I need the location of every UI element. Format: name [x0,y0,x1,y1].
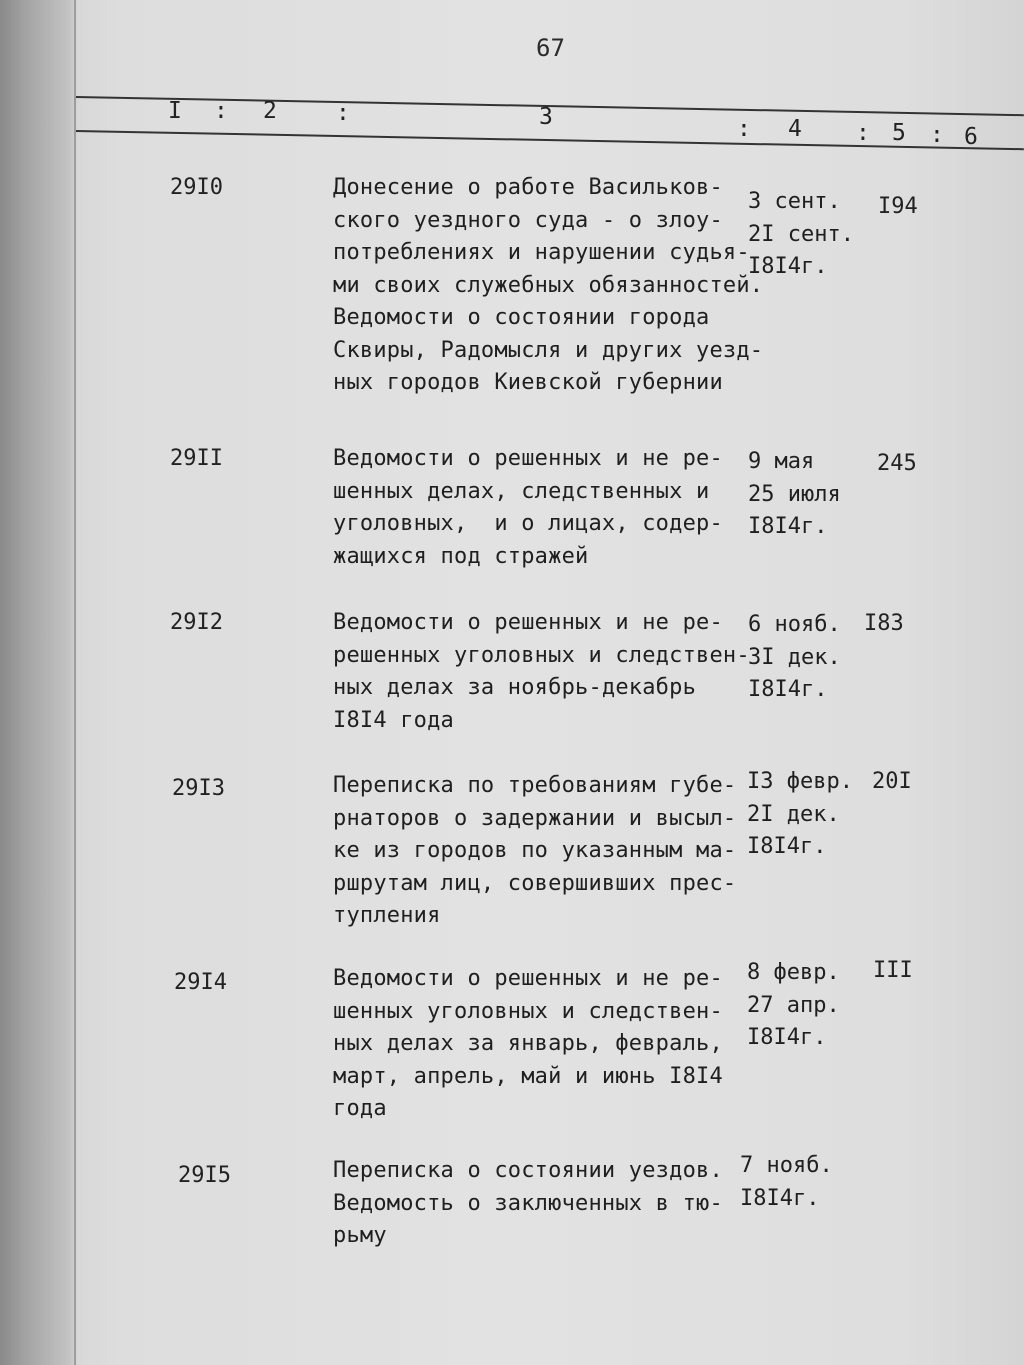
header-col-4: 4 [788,116,802,142]
header-sep-5: : [930,122,944,148]
header-col-1: I [168,98,182,124]
entry-description: Ведомости о решенных и не ре- решенных уголовных и следствен- ных делах за ноябрь-декабрь I8I4 года [333,610,750,733]
header-col-3: 3 [539,104,553,130]
entry-sheet-count: 245 [877,451,917,476]
page-number: 67 [536,34,565,62]
entry-dates: 3 сент. 2I сент. I8I4г. [748,189,854,279]
header-bottom-rule [76,130,1024,150]
entry-dates: I3 февр. 2I дек. I8I4г. [747,769,853,859]
entry-sheet-count: III [873,958,913,983]
entry-dates: 9 мая 25 июля I8I4г. [748,449,841,539]
entry-sheet-count: I83 [864,611,904,636]
entry-number: 29I2 [170,610,223,635]
entry-sheet-count: 20I [872,769,912,794]
binding-gutter [0,0,78,1365]
entry-dates: 8 февр. 27 апр. I8I4г. [747,960,840,1050]
entry-description: Донесение о работе Васильков- ского уездного суда - о злоу- потреблениях и нарушении судья- ми своих служебных обязанностей. Ведомости о состоянии города Сквиры, Радомысля и других уезд- ных городов Киевской губернии [333,175,764,395]
header-sep-3: : [737,116,751,142]
entry-number: 29I4 [174,970,227,995]
header-col-2: 2 [263,98,277,124]
entry-description: Ведомости о решенных и не ре- шенных уголовных и следствен- ных делах за январь, февраль, март, апрель, май и июнь I8I4 года [333,966,723,1121]
page-fold-line [74,0,76,1365]
entry-dates: 7 нояб. I8I4г. [740,1153,833,1211]
header-col-5: 5 [892,120,906,146]
entry-number: 29I5 [178,1163,231,1188]
entry-dates: 6 нояб. 3I дек. I8I4г. [748,612,841,702]
header-sep-4: : [856,120,870,146]
header-sep-1: : [214,98,228,124]
entry-description: Переписка о состоянии уездов. Ведомость о заключенных в тю- рьму [333,1158,723,1248]
header-col-6: 6 [964,124,978,150]
entry-number: 29II [170,446,223,471]
entry-sheet-count: I94 [878,194,918,219]
entry-description: Переписка по требованиям губе- рнаторов о задержании и высыл- ке из городов по указанным ма- ршрутам лиц, совершивших прес- тупления [333,773,737,928]
entry-number: 29I0 [170,175,223,200]
header-sep-2: : [336,100,350,126]
entry-description: Ведомости о решенных и не ре- шенных делах, следственных и уголовных, и о лицах, содер- жащихся под стражей [333,446,723,569]
entry-number: 29I3 [172,776,225,801]
